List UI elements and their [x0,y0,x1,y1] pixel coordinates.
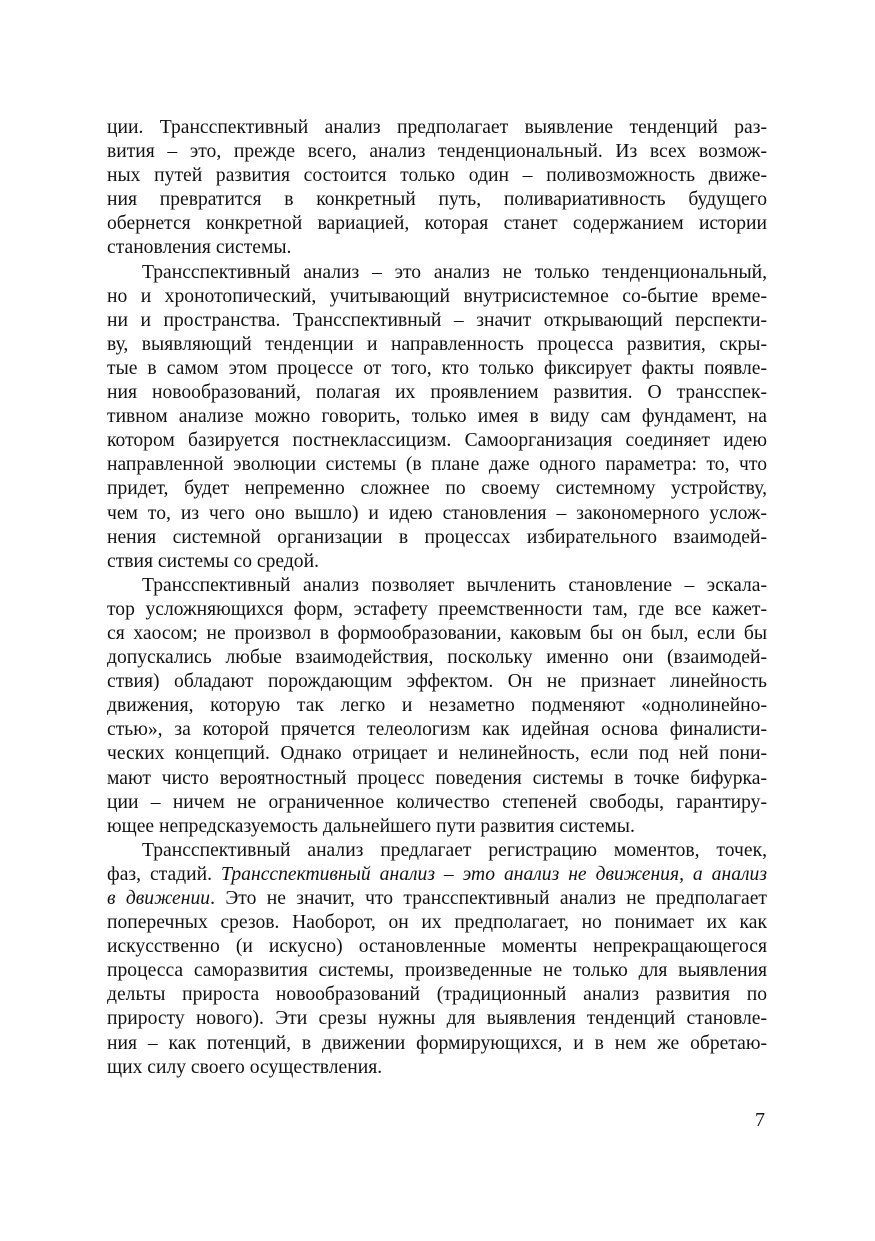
text-line: ния превратится в конкретный путь, поливариативность будущего [107,189,767,211]
text-line: Трансспективный анализ – это анализ не только тенденциональный, [142,261,767,283]
text-line: нения системной организации в процессах избирательного взаимодей- [107,526,767,548]
text-line [107,887,767,911]
text-line: ных путей развития состоится только один – поливозможность движе- [107,165,767,187]
paragraph-4 [107,839,767,1080]
text-line: искусственно (и искусно) остановленные моменты непрекращающегося [107,936,767,958]
page-number: 7 [755,1109,765,1131]
text-line: приросту нового). Эти срезы нужны для выявления тенденций становле- [107,1008,767,1030]
body-text [107,116,767,1080]
text-line: процесса саморазвития системы, произведенные не только для выявления [107,960,767,982]
text-line: ствия системы со средой. [107,550,319,572]
text-line: направленной эволюции системы (в плане даже одного параметра: то, что [107,454,767,476]
text-line [107,863,767,887]
text-line: движения, которую так легко и незаметно подменяют «однолинейно- [107,695,767,717]
text-run: . Это не значит, что трансспективный анализ не предполагает [210,888,767,909]
text-line: становления системы. [107,237,292,259]
text-line: тор усложняющихся форм, эстафету преемственности там, где все кажет- [107,598,767,620]
text-line: ющее непредсказуемость дальнейшего пути развития системы. [107,815,635,837]
text-line: ния новообразований, полагая их проявлением развития. О трансспек- [107,382,767,404]
text-run: фаз, стадий. [107,863,221,885]
text-line: Трансспективный анализ предлагает регистрацию моментов, точек, [142,839,767,861]
text-line: ческих концепций. Однако отрицает и нелинейность, если под ней пони- [107,743,767,765]
text-line: дельты прироста новообразований (традиционный анализ развития по [107,984,767,1006]
text-line: обернется конкретной вариацией, которая станет содержанием истории [107,213,767,235]
emphasis-text: Трансспективный анализ – это анализ не движения, а анализ [220,863,767,885]
text-line: ствия) обладают порождающим эффектом. Он не признает линейность [107,671,767,693]
text-line: чем то, из чего оно вышло) и идею становления – закономерного услож- [107,502,767,524]
paragraph-1 [107,116,767,261]
text-line: ни и пространства. Трансспективный – значит открывающий перспекти- [107,309,767,331]
text-line: Трансспективный анализ позволяет вычленить становление – эскала- [142,574,767,596]
paragraph-3 [107,574,767,839]
text-line: поперечных срезов. Наоборот, он их предполагает, но понимает их как [107,912,767,934]
text-line: тые в самом этом процессе от того, кто только фиксирует факты появле- [107,357,767,379]
text-line: мают чисто вероятностный процесс поведения системы в точке бифурка- [107,767,767,789]
text-line: тивном анализе можно говорить, только имея в виду сам фундамент, на [107,406,767,428]
text-line: ции. Трансспективный анализ предполагает выявление тенденций раз- [107,117,767,138]
text-line: стью», за которой прячется телеологизм как идейная основа финалисти- [107,719,767,741]
text-line: придет, будет непременно сложнее по своему системному устройству, [107,478,767,500]
text-line: ся хаосом; не произвол в формообразовании, каковым бы он был, если бы [107,622,767,644]
paragraph-2 [107,261,767,574]
emphasis-text: в движении [107,888,211,909]
text-line: ния – как потенций, в движении формирующихся, и в нем же обретаю- [107,1032,767,1054]
text-line: котором базируется постнеклассицизм. Самоорганизация соединяет идею [107,430,767,452]
text-line: но и хронотопический, учитывающий внутрисистемное со-бытие време- [107,285,767,307]
text-line: ции – ничем не ограниченное количество степеней свободы, гарантиру- [107,791,767,813]
text-line: ву, выявляющий тенденции и направленность процесса развития, скры- [107,333,767,355]
text-line: щих силу своего осуществления. [107,1056,383,1078]
text-line: допускались любые взаимодействия, поскольку именно они (взаимодей- [107,647,767,669]
text-line: вития – это, прежде всего, анализ тенденциональный. Из всех возмож- [107,141,767,163]
